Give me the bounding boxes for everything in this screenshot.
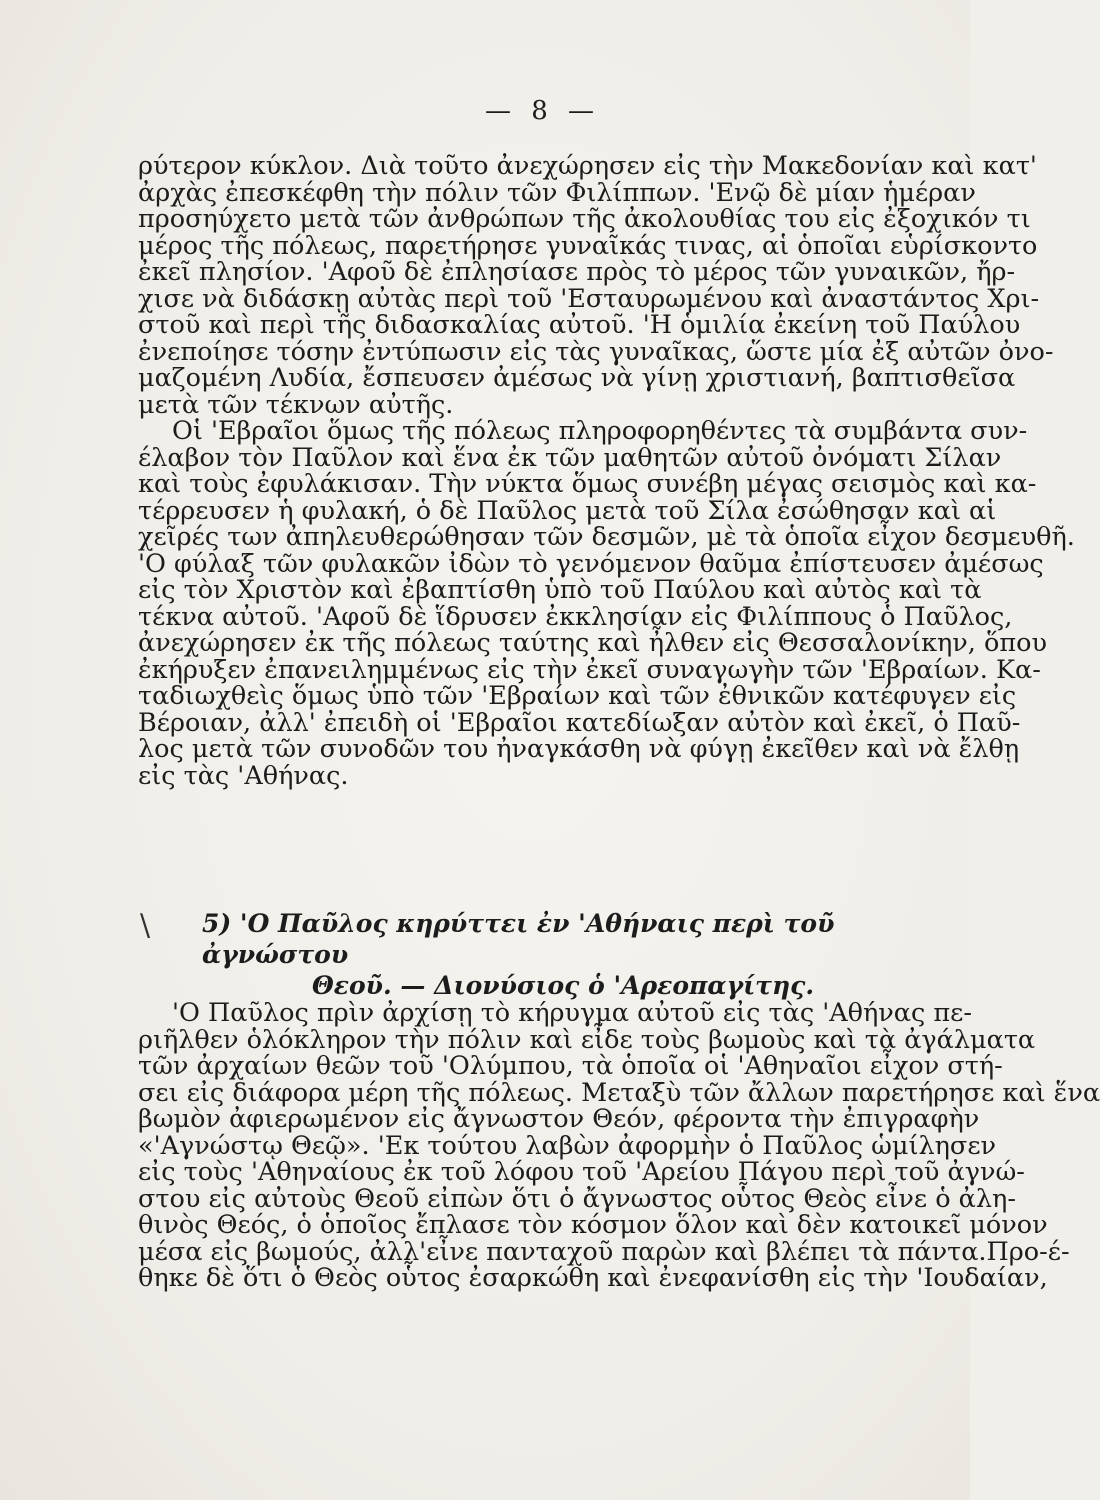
text-line: ριῆλθεν ὁλόκληρον τὴν πόλιν καὶ εἶδε τοὺς βωμοὺς καὶ τὰ ἀγάλματα	[138, 1024, 1036, 1055]
margin-mark: \	[140, 908, 151, 943]
text-block-upper	[138, 151, 1075, 791]
text-line: 'Ο Παῦλος πρὶν ἀρχίσῃ τὸ κήρυγμα αὐτοῦ εἰς τὰς 'Αθήνας πε-	[172, 998, 972, 1028]
paragraph-2	[138, 416, 1075, 791]
text-line: θηκε δὲ ὅτι ὁ Θεὸς οὗτος ἐσαρκώθη καὶ ἐνεφανίσθη εἰς τὴν 'Ιουδαίαν,	[138, 1263, 1048, 1293]
text-line: λος μετὰ τῶν συνοδῶν του ἠναγκάσθη νὰ φύγῃ ἐκεῖθεν καὶ νὰ ἔλθῃ	[138, 734, 1020, 764]
text-line: εἰς τὸν Χριστὸν καὶ ἐβαπτίσθη ὑπὸ τοῦ Παύλου καὶ αὐτὸς καὶ τὰ	[138, 575, 982, 605]
text-line: ἐκεῖ πλησίον. 'Αφοῦ δὲ ἐπλησίασε πρὸς τὸ μέρος τῶν γυναικῶν, ἤρ-	[138, 257, 1016, 287]
section-heading	[140, 908, 934, 1001]
paragraph-1	[138, 151, 1054, 420]
text-line: Βέροιαν, ἀλλ' ἐπειδὴ οἱ 'Εβραῖοι κατεδίωξαν αὐτὸν καὶ ἐκεῖ, ὁ Παῦ-	[138, 707, 1021, 738]
text-line: τέρρευσεν ἡ φυλακή, ὁ δὲ Παῦλος μετὰ τοῦ Σίλα ἐσώθησαν καὶ αἱ	[138, 495, 997, 526]
text-line: ἀνεχώρησεν ἐκ τῆς πόλεως ταύτης καὶ ἦλθεν εἰς Θεσσαλονίκην, ὅπου	[138, 628, 1047, 658]
text-line: θινὸς Θεός, ὁ ὁποῖος ἔπλασε τὸν κόσμον ὅλον καὶ δὲν κατοικεῖ μόνον	[138, 1210, 1048, 1240]
paragraph-3	[138, 998, 1100, 1293]
section-heading-line-1: 5) 'Ο Παῦλος κηρύττει ἐν 'Αθήναις περὶ τοῦ ἀγνώστου	[202, 909, 835, 969]
text-line: ἀρχὰς ἐπεσκέφθη τὴν πόλιν τῶν Φιλίππων. 'Ενῷ δὲ μίαν ἡμέραν	[138, 177, 976, 208]
text-line: εἰς τοὺς 'Αθηναίους ἐκ τοῦ λόφου τοῦ 'Αρείου Πάγου περὶ τοῦ ἀγνώ-	[138, 1157, 1025, 1187]
text-line: σει εἰς διάφορα μέρη τῆς πόλεως. Μεταξὺ τῶν ἄλλων παρετήρησε καὶ ἕνα	[138, 1077, 1100, 1108]
text-line: μαζομένη Λυδία, ἔσπευσεν ἀμέσως νὰ γίνῃ χριστιανή, βαπτισθεῖσα	[138, 363, 1016, 393]
text-line: μέσα εἰς βωμούς, ἀλλ'εἶνε πανταχοῦ παρὼν καὶ βλέπει τὰ πάντα.Προ-έ-	[138, 1236, 1070, 1267]
text-line: «'Αγνώστῳ Θεῷ». 'Εκ τούτου λαβὼν ἀφορμὴν ὁ Παῦλος ὡμίλησεν	[138, 1130, 997, 1161]
text-line: προσηύχετο μετὰ τῶν ἀνθρώπων τῆς ἀκολουθίας του εἰς ἐξοχικόν τι	[138, 204, 1031, 234]
text-line: καὶ τοὺς ἐφυλάκισαν. Τὴν νύκτα ὅμως συνέβη μέγας σεισμὸς καὶ κα-	[138, 469, 1037, 499]
text-line: τῶν ἀρχαίων θεῶν τοῦ 'Ολύμπου, τὰ ὁποῖα οἱ 'Αθηναῖοι εἶχον στή-	[138, 1051, 1003, 1081]
text-line: στοῦ καὶ περὶ τῆς διδασκαλίας αὐτοῦ. 'Η ὁμιλία ἐκείνη τοῦ Παύλου	[138, 310, 1021, 340]
text-line: τέκνα αὐτοῦ. 'Αφοῦ δὲ ἵδρυσεν ἐκκλησίαν εἰς Φιλίππους ὁ Παῦλος,	[138, 601, 1013, 632]
text-line: ταδιωχθεὶς ὅμως ὑπὸ τῶν 'Εβραίων καὶ τῶν ἐθνικῶν κατέφυγεν εἰς	[138, 681, 1017, 711]
text-block-lower	[138, 998, 1100, 1293]
text-line: μέρος τῆς πόλεως, παρετήρησε γυναῖκάς τινας, αἱ ὁποῖαι εὑρίσκοντο	[138, 230, 1038, 261]
text-line: ρύτερον κύκλον. Διὰ τοῦτο ἀνεχώρησεν εἰς τὴν Μακεδονίαν καὶ κατ'	[138, 151, 1037, 181]
text-line: ἐνεποίησε τόσην ἐντύπωσιν εἰς τὰς γυναῖκας, ὥστε μία ἐξ αὐτῶν ὀνο-	[138, 336, 1054, 367]
text-line: έλαβον τὸν Παῦλον καὶ ἕνα ἐκ τῶν μαθητῶν αὐτοῦ ὀνόματι Σίλαν	[138, 442, 1002, 473]
text-line: ἐκήρυξεν ἐπανειλημμένως εἰς τὴν ἐκεῖ συναγωγὴν τῶν 'Εβραίων. Κα-	[138, 654, 1041, 685]
text-line: Οἱ 'Εβραῖοι ὅμως τῆς πόλεως πληροφορηθέντες τὰ συμβάντα συν-	[172, 416, 1028, 446]
text-line: στου εἰς αὐτοὺς Θεοῦ εἰπὼν ὅτι ὁ ἄγνωστος οὗτος Θεὸς εἶνε ὁ ἀλη-	[138, 1183, 1016, 1214]
page-number: — 8 —	[484, 96, 601, 126]
text-line: εἰς τὰς 'Αθήνας.	[138, 760, 349, 791]
text-line: 'Ο φύλαξ τῶν φυλακῶν ἰδὼν τὸ γενόμενον θαῦμα ἐπίστευσεν ἀμέσως	[138, 548, 1044, 579]
text-line: βωμὸν ἀφιερωμένον εἰς ἄγνωστον Θεόν, φέροντα τὴν ἐπιγραφὴν	[138, 1104, 980, 1134]
text-line: χισε νὰ διδάσκῃ αὐτὰς περὶ τοῦ 'Εσταυρωμένου καὶ ἀναστάντος Χρι-	[138, 283, 1040, 314]
text-line: χεῖρές των ἀπηλευθερώθησαν τῶν δεσμῶν, μὲ τὰ ὁποῖα εἶχον δεσμευθῆ.	[138, 522, 1075, 552]
text-line: μετὰ τῶν τέκνων αὐτῆς.	[138, 389, 454, 420]
section-heading-line-2: Θεοῦ. — Διονύσιος ὁ 'Αρεοπαγίτης.	[312, 971, 815, 1000]
